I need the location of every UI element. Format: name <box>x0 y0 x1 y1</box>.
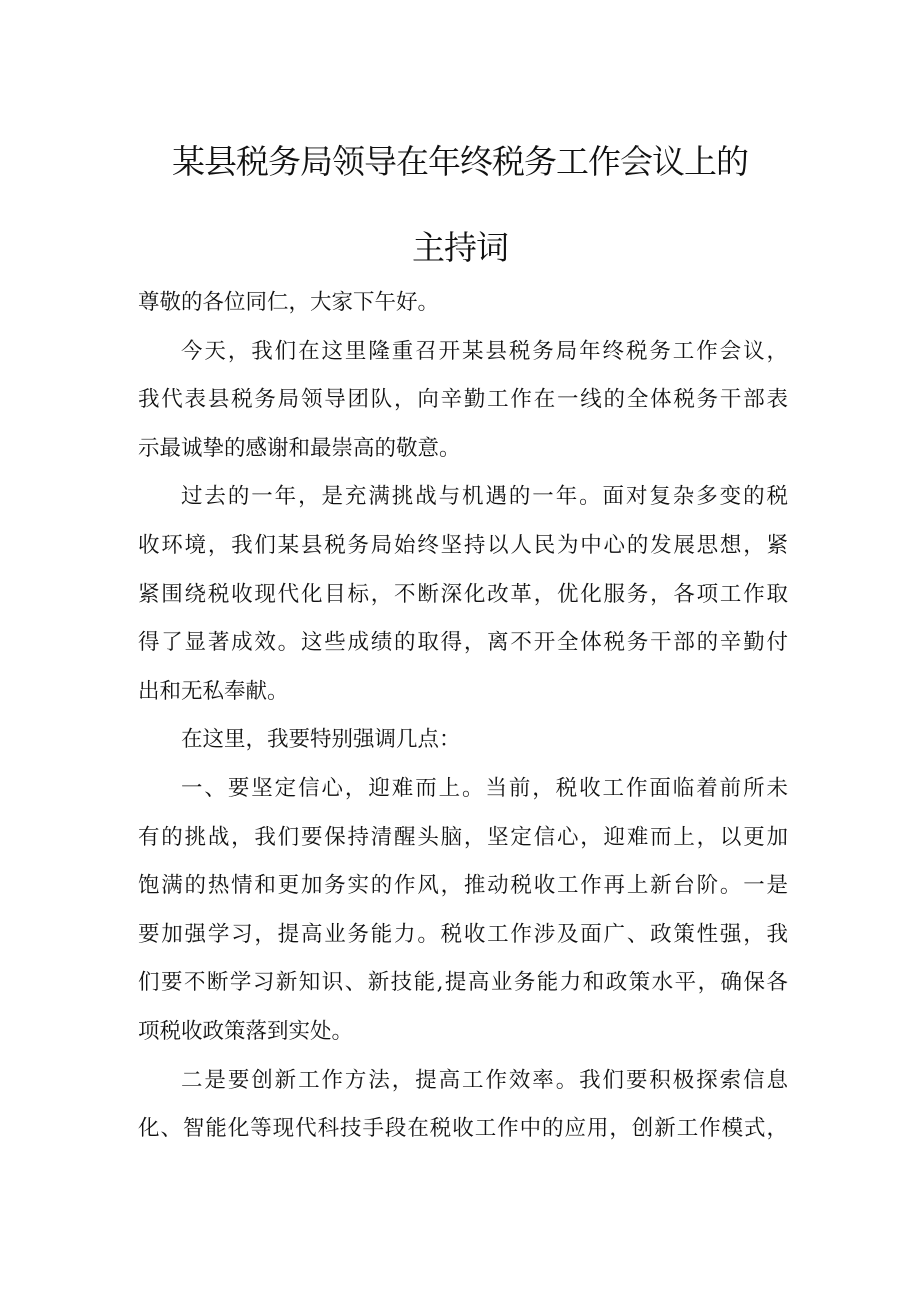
paragraph-review <box>138 473 788 716</box>
document-title-line-2: 主持词 <box>412 228 508 267</box>
text-line: 二是要创新工作方法，提高工作效率。我们要积极探索信息 <box>181 1067 788 1093</box>
text-line: 有的挑战，我们要保持清醒头脑，坚定信心，迎难而上，以更加 <box>138 824 788 850</box>
text-line: 过去的一年，是充满挑战与机遇的一年。面对复杂多变的税 <box>181 484 788 510</box>
paragraph-point-two <box>138 1057 788 1154</box>
text-line: 紧围绕税收现代化目标，不断深化改革，优化服务，各项工作取 <box>138 581 788 607</box>
paragraph-opening <box>138 328 788 474</box>
document-body <box>138 279 788 1154</box>
text-line: 得了显著成效。这些成绩的取得，离不开全体税务干部的辛勤付 <box>138 630 788 656</box>
text-line: 饱满的热情和更加务实的作风，推动税收工作再上新台阶。一是 <box>138 873 788 899</box>
text-line: 一、要坚定信心，迎难而上。当前，税收工作面临着前所未 <box>181 775 788 801</box>
text-line: 化、智能化等现代科技手段在税收工作中的应用，创新工作模式， <box>138 1116 788 1142</box>
text-line: 出和无私奉献。 <box>138 678 289 704</box>
paragraph-greeting <box>138 279 788 328</box>
document-title-line-1: 某县税务局领导在年终税务工作会议上的 <box>172 142 748 181</box>
text-line: 今天，我们在这里隆重召开某县税务局年终税务工作会议， <box>181 338 788 364</box>
text-line: 们要不断学习新知识、新技能,提高业务能力和政策水平，确保各 <box>138 970 788 996</box>
paragraph-point-one <box>138 765 788 1057</box>
text-line: 尊敬的各位同仁，大家下午好。 <box>138 290 440 315</box>
text-line: 示最诚挚的感谢和最崇高的敬意。 <box>138 435 461 461</box>
text-line: 要加强学习，提高业务能力。税收工作涉及面广、政策性强，我 <box>138 921 788 947</box>
text-line: 项税收政策落到实处。 <box>138 1018 354 1044</box>
text-line: 我代表县税务局领导团队，向辛勤工作在一线的全体税务干部表 <box>138 387 788 413</box>
text-line: 在这里，我要特别强调几点： <box>181 727 461 753</box>
text-line: 收环境，我们某县税务局始终坚持以人民为中心的发展思想，紧 <box>138 532 788 558</box>
paragraph-emphasis-intro <box>138 716 788 765</box>
